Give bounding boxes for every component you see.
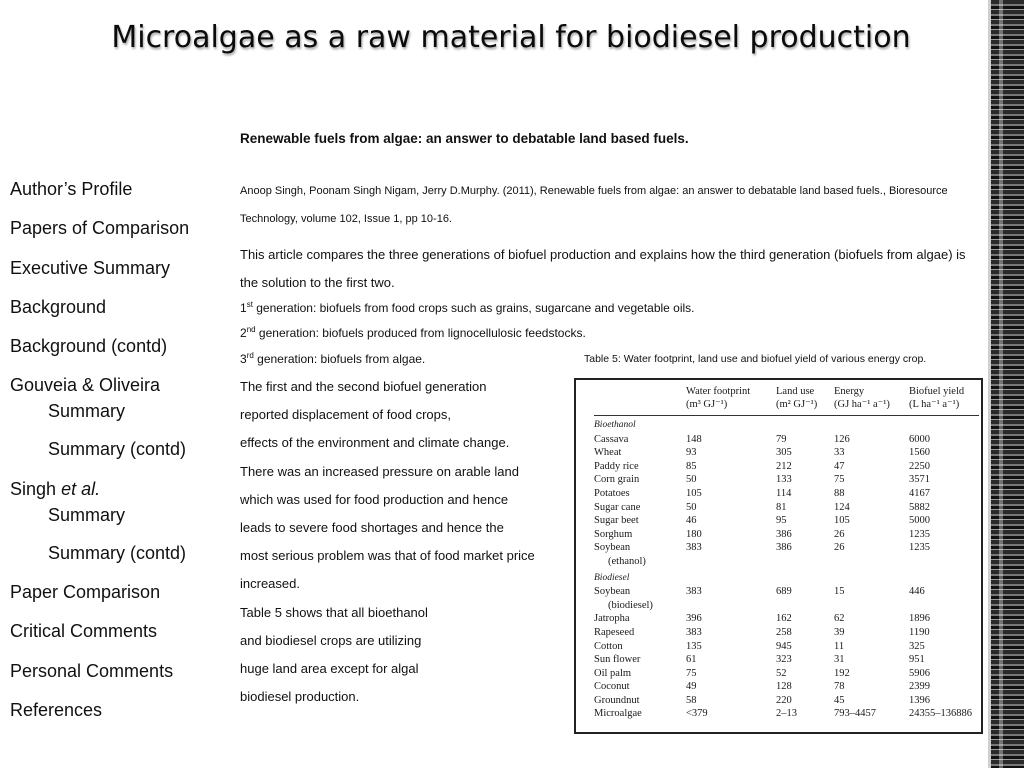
table-row <box>594 446 979 460</box>
table-row <box>594 514 979 528</box>
table-caption: Table 5: Water footprint, land use and biofuel yield of various energy crop. <box>584 353 927 365</box>
table-cell <box>686 555 776 569</box>
nav-papers-of-comparison[interactable]: Papers of Comparison <box>10 218 190 239</box>
table-cell: 305 <box>776 447 792 459</box>
table-cell <box>909 555 979 569</box>
nav-singh-label: Singh <box>10 478 57 499</box>
table-cell: 88 <box>834 487 845 499</box>
table-cell: 162 <box>776 613 792 625</box>
header-biofuel-yield: Biofuel yield (L ha⁻¹ a⁻¹) <box>909 385 979 416</box>
table-cell: 1396 <box>909 694 930 706</box>
table-cell: Jatropha <box>594 613 630 625</box>
table-cell: Groundnut <box>594 694 640 706</box>
table-cell: 951 <box>909 654 925 666</box>
table-cell: 793–4457 <box>834 708 876 720</box>
table-cell: 148 <box>686 433 702 445</box>
paper-title: Renewable fuels from algae: an answer to debatable land based fuels. <box>240 131 689 146</box>
table-section-row <box>594 569 979 586</box>
table-cell: 45 <box>834 694 845 706</box>
nav-gouveia-oliveira-label: Gouveia & Oliveira <box>10 375 161 396</box>
table-row <box>594 487 979 501</box>
nav-executive-summary[interactable]: Executive Summary <box>10 257 171 278</box>
table-cell: 258 <box>776 626 792 638</box>
body-line: The first and the second biofuel generation <box>240 379 487 394</box>
table-row <box>594 555 979 569</box>
body-line: and biodiesel crops are utilizing <box>240 632 422 648</box>
table-cell: 1560 <box>909 447 930 459</box>
table-cell: 24355–136886 <box>909 708 972 720</box>
table-section-label: Bioethanol <box>594 420 636 430</box>
table-row <box>594 680 979 694</box>
table-cell: 5882 <box>909 501 930 513</box>
table-row <box>594 473 979 487</box>
table-cell: Soybean <box>594 542 631 554</box>
table-cell: 61 <box>686 654 697 666</box>
table-cell: 5000 <box>909 515 930 527</box>
table-cell <box>776 599 834 613</box>
nav-personal-comments[interactable]: Personal Comments <box>10 660 174 681</box>
table-cell: Sugar cane <box>594 501 641 513</box>
table-cell: 135 <box>686 640 702 652</box>
body-text <box>240 373 580 711</box>
table-cell: 114 <box>776 487 792 499</box>
table-cell: 212 <box>776 460 792 472</box>
table-cell: 39 <box>834 626 845 638</box>
table-cell <box>909 599 979 613</box>
table-cell: (biodiesel) <box>608 599 653 611</box>
table-row <box>594 653 979 667</box>
table-cell: 85 <box>686 460 697 472</box>
table-cell: 81 <box>776 501 787 513</box>
nav-paper-comparison[interactable]: Paper Comparison <box>10 582 161 603</box>
table-cell: 5906 <box>909 667 930 679</box>
table-cell: 49 <box>686 681 697 693</box>
table-cell: 11 <box>834 640 845 652</box>
table-row <box>594 707 979 721</box>
paper-citation: Anoop Singh, Poonam Singh Nigam, Jerry D.Murphy. (2011), Renewable fuels from algae: an answer to debatable land based fuels., Bioresource Technology, volume 102, Issue 1, pp 10-16. <box>240 185 948 225</box>
table-cell: Microalgae <box>594 708 642 720</box>
table-cell: 79 <box>776 433 787 445</box>
table-row <box>594 433 979 447</box>
table-cell: 4167 <box>909 487 930 499</box>
table-cell: Soybean <box>594 586 631 598</box>
generation-1: 1st generation: biofuels from food crops such as grains, sugarcane and vegetable oils. <box>240 300 695 315</box>
table-cell: Cassava <box>594 433 629 445</box>
nav-singh-summary-contd[interactable]: Summary (contd) <box>48 542 187 563</box>
table-cell: Oil palm <box>594 667 632 679</box>
table-row <box>594 667 979 681</box>
energy-crop-table-image <box>574 378 983 734</box>
table-cell: (ethanol) <box>608 555 646 567</box>
table-cell: 383 <box>686 626 702 638</box>
table-cell: 75 <box>834 474 845 486</box>
body-line: There was an increased pressure on arable land <box>240 463 519 479</box>
body-line: increased. <box>240 576 300 592</box>
body-line: which was used for food production and hence <box>240 491 509 507</box>
table-cell: 47 <box>834 460 845 472</box>
table-cell: 386 <box>776 528 792 540</box>
nav-gouveia-summary-contd[interactable]: Summary (contd) <box>48 439 187 460</box>
slide-title: Microalgae as a raw material for biodiesel production <box>111 20 911 55</box>
header-land-use: Land use (m² GJ⁻¹) <box>776 385 834 416</box>
table-cell: 1235 <box>909 528 930 540</box>
table-row <box>594 612 979 626</box>
table-cell: 78 <box>834 681 845 693</box>
table-cell: Potatoes <box>594 487 630 499</box>
table-row <box>594 694 979 708</box>
table-cell: 1896 <box>909 613 930 625</box>
table-cell: 3571 <box>909 474 930 486</box>
table-row <box>594 626 979 640</box>
generation-2: 2nd generation: biofuels produced from lignocellulosic feedstocks. <box>240 325 586 340</box>
body-line: huge land area except for algal <box>240 660 419 676</box>
table-cell: 50 <box>686 474 697 486</box>
table-row <box>594 640 979 654</box>
table-cell: 95 <box>776 515 787 527</box>
table-cell: Sugar beet <box>594 515 639 527</box>
table-cell <box>776 555 834 569</box>
table-cell: 26 <box>834 528 845 540</box>
table-cell: 124 <box>834 501 850 513</box>
nav-singh-summary[interactable]: Summary <box>48 504 126 525</box>
table-header-row <box>594 385 979 416</box>
table-cell: 180 <box>686 528 702 540</box>
table-row <box>594 541 979 555</box>
table-cell: 2250 <box>909 460 930 472</box>
header-energy: Energy (GJ ha⁻¹ a⁻¹) <box>834 385 909 416</box>
table-cell: 50 <box>686 501 697 513</box>
table-cell: 52 <box>776 667 787 679</box>
table-cell: 75 <box>686 667 697 679</box>
table-cell: 33 <box>834 447 845 459</box>
body-line: Table 5 shows that all bioethanol <box>240 604 428 620</box>
header-water-footprint: Water footprint (m³ GJ⁻¹) <box>686 385 776 416</box>
intro-paragraph: This article compares the three generations of biofuel production and explains how the third generation (biofuels from algae) is the solution to the first two. <box>240 247 966 290</box>
table-cell: 446 <box>909 586 925 598</box>
body-line: biodiesel production. <box>240 689 360 705</box>
body-line: reported displacement of food crops, <box>240 407 452 423</box>
nav-critical-comments[interactable]: Critical Comments <box>10 621 158 642</box>
table-cell: Coconut <box>594 681 630 693</box>
table-cell: 323 <box>776 654 792 666</box>
table-section-label: Biodiesel <box>594 572 630 583</box>
table-cell <box>834 599 909 613</box>
table-cell: 128 <box>776 681 792 693</box>
table-cell: 1190 <box>909 626 930 638</box>
generation-3: 3rd generation: biofuels from algae. <box>240 351 426 366</box>
table-cell: 689 <box>776 586 792 598</box>
table-cell: 220 <box>776 694 792 706</box>
table-cell: 133 <box>776 474 792 486</box>
body-line: most serious problem was that of food market price <box>240 548 535 564</box>
table-row <box>594 585 979 599</box>
table-row <box>594 501 979 515</box>
table-cell: 945 <box>776 640 792 652</box>
body-line: leads to severe food shortages and hence the <box>240 519 504 535</box>
table-cell: 105 <box>686 487 702 499</box>
table-cell: 62 <box>834 613 845 625</box>
decorative-side-border <box>991 0 1024 768</box>
body-line: effects of the environment and climate change. <box>240 435 510 451</box>
nav-singh[interactable] <box>10 478 225 542</box>
table-row <box>594 528 979 542</box>
table-cell: 93 <box>686 447 697 459</box>
table-cell: Sorghum <box>594 528 633 540</box>
table-cell: 105 <box>834 515 850 527</box>
table-cell: 126 <box>834 433 850 445</box>
table-cell: 2–13 <box>776 708 797 720</box>
table-cell: 58 <box>686 694 697 706</box>
table-cell: <379 <box>686 708 708 720</box>
nav-references[interactable]: References <box>10 699 103 720</box>
nav-gouveia-summary[interactable]: Summary <box>48 401 126 422</box>
table-cell: 31 <box>834 654 845 666</box>
table-cell: 2399 <box>909 681 930 693</box>
table-row <box>594 599 979 613</box>
nav-background-contd[interactable]: Background (contd) <box>10 336 168 357</box>
nav-gouveia-oliveira[interactable] <box>10 374 225 438</box>
table-cell: Rapeseed <box>594 626 635 638</box>
table-cell: 46 <box>686 515 697 527</box>
table-cell: 383 <box>686 542 702 554</box>
slide-navigation <box>10 178 225 738</box>
table-cell: Cotton <box>594 640 623 652</box>
table-section-row <box>594 416 979 433</box>
table-cell: 1235 <box>909 542 930 554</box>
table-cell: Paddy rice <box>594 460 639 472</box>
table-cell: 386 <box>776 542 792 554</box>
table-cell <box>686 599 776 613</box>
table-cell: 192 <box>834 667 850 679</box>
energy-crop-table <box>594 385 979 721</box>
table-cell: 15 <box>834 586 845 598</box>
table-cell: Wheat <box>594 447 622 459</box>
table-cell <box>834 555 909 569</box>
table-cell: 325 <box>909 640 925 652</box>
table-cell: 396 <box>686 613 702 625</box>
nav-authors-profile[interactable]: Author’s Profile <box>10 179 133 199</box>
table-cell: Sun flower <box>594 654 641 666</box>
table-row <box>594 460 979 474</box>
table-cell: 383 <box>686 586 702 598</box>
table-cell: 6000 <box>909 433 930 445</box>
table-cell: Corn grain <box>594 474 640 486</box>
header-crop <box>594 385 686 416</box>
nav-background[interactable]: Background <box>10 296 107 317</box>
table-cell: 26 <box>834 542 845 554</box>
nav-singh-et-al: et al. <box>61 478 101 499</box>
